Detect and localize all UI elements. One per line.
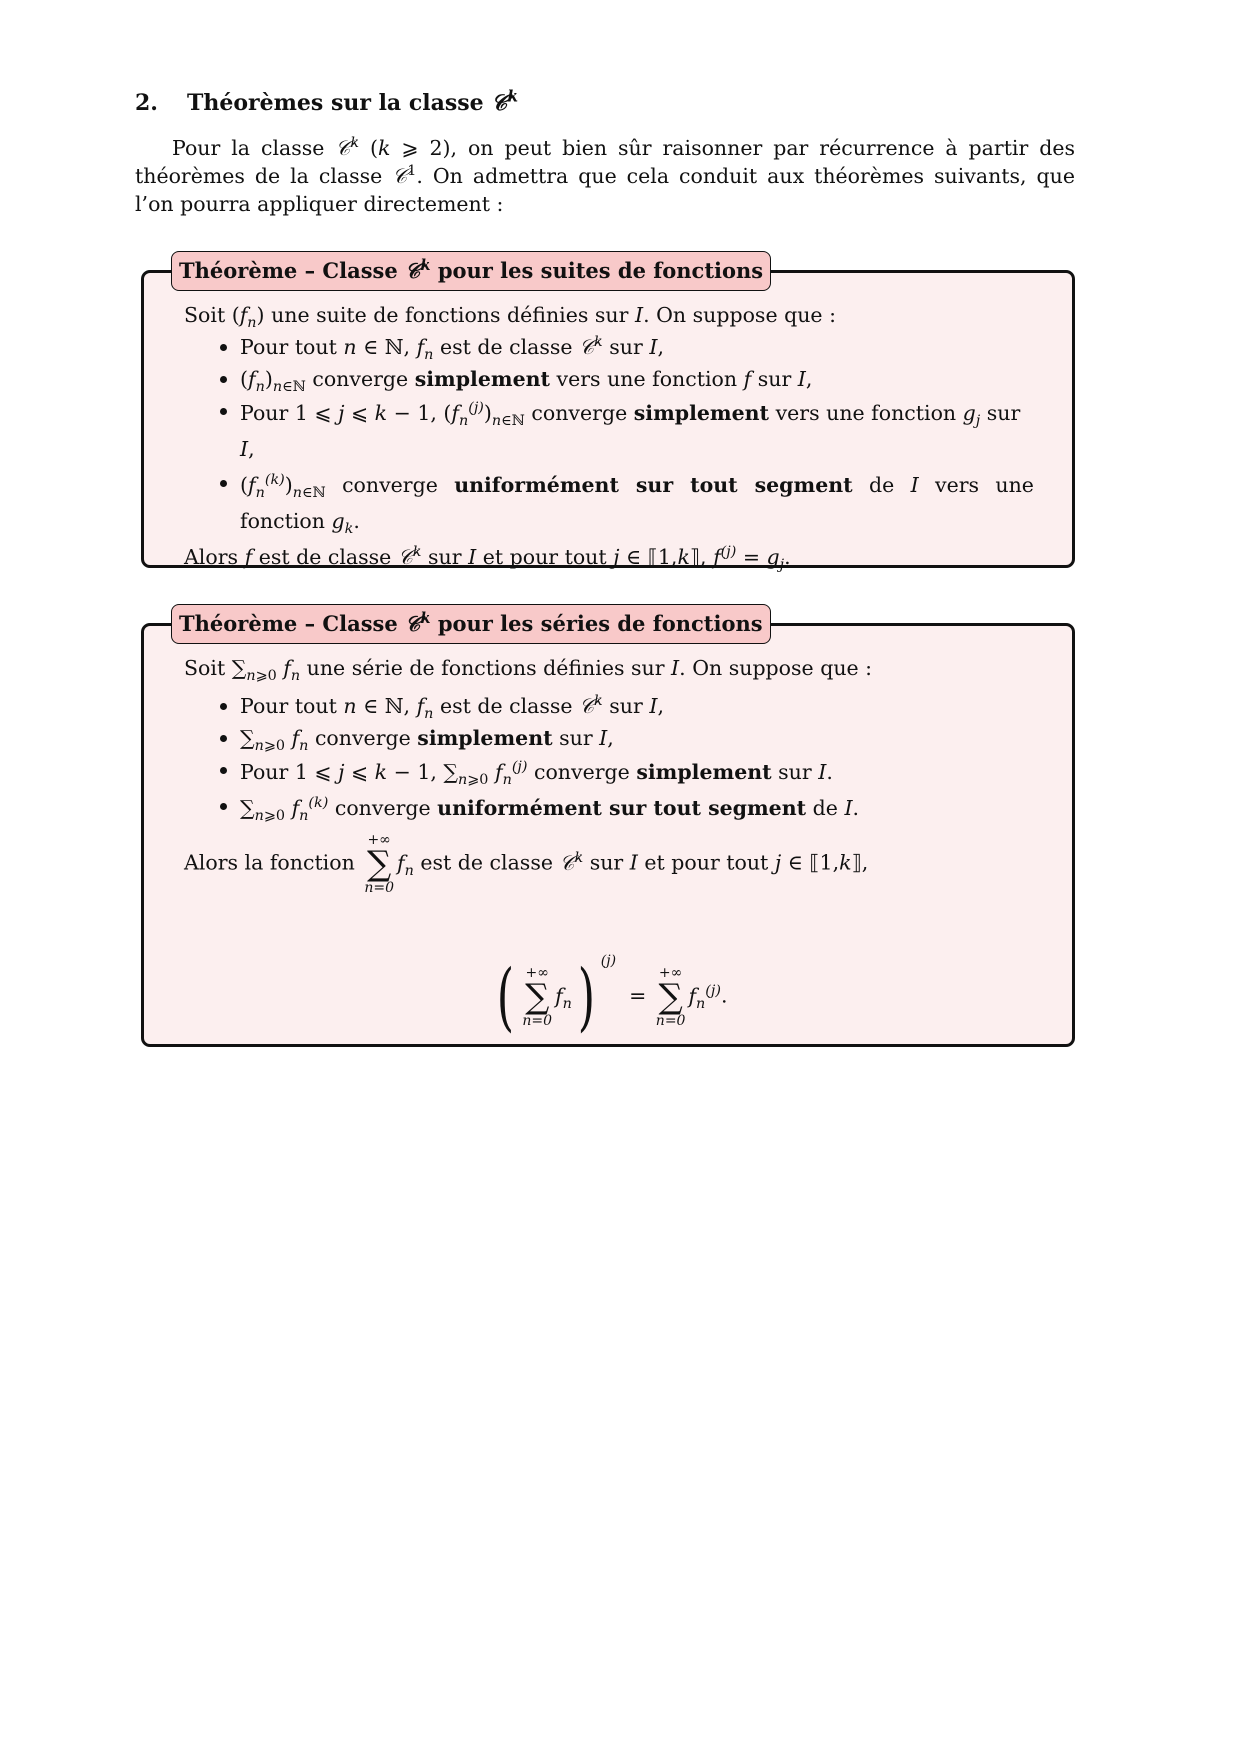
section-number: 2. xyxy=(135,90,158,116)
list-item: Pour 1 ⩽ j ⩽ k − 1, $\sum_{n⩾0}$ $f_n^{(j)}$ converge simplement sur I. xyxy=(184,754,1034,790)
theorem-box-suites xyxy=(141,257,1075,574)
theorem-box-series xyxy=(141,610,1075,1047)
list-item: $\sum_{n⩾0}$ $f_n^{(k)}$ converge uniformément sur tout segment de I. xyxy=(184,790,1034,826)
list-item: $(f_n)_{n\in ℕ}$ converge simplement vers une fonction f sur I, xyxy=(184,363,1034,395)
theorem-conclusion: Alors la fonction +∞ ∑ n=0 $f_n$ est de classe 𝒞$^k$ sur I et pour tout j ∈ ⟦1,k⟧, xyxy=(184,832,869,896)
list-item: Pour tout n ∈ ℕ, $f_n$ est de classe 𝒞$^k$ sur I, xyxy=(184,690,1034,722)
list-item: $\sum_{n⩾0}$ $f_n$ converge simplement sur I, xyxy=(184,722,1034,754)
theorem-title-suites: Théorème – Classe 𝒞$^k$ pour les suites de fonctions xyxy=(171,251,771,291)
theorem-title-series: Théorème – Classe 𝒞$^k$ pour les séries de fonctions xyxy=(171,604,771,644)
theorem-conclusion: Alors f est de classe 𝒞$^k$ sur I et pour tout j ∈ ⟦1,k⟧, $f^{(j)} = g_j$. xyxy=(184,544,791,574)
theorem-intro-line: Soit $(f_n)$ une suite de fonctions définies sur I. On suppose que : xyxy=(184,303,836,332)
theorem-intro-line: Soit $\sum_{n⩾0}$ $f_n$ une série de fonctions définies sur I. On suppose que : xyxy=(184,656,873,685)
hypotheses-list xyxy=(184,690,1034,826)
theorem-content-suites xyxy=(184,299,1034,573)
section-heading: 2. Théorèmes sur la classe 𝒞$^k$ xyxy=(135,87,519,116)
display-equation: ( +∞ ∑ n=0 $f_n$) $^{(j)}$ = +∞ ∑ n=0 $f_n^{(j)}$. xyxy=(496,952,728,1040)
intro-paragraph: Pour la classe 𝒞$^k$ (k ⩾ 2), on peut bien sûr raisonner par récurrence à partir des théorèmes de la classe 𝒞$^1$. On admettra que cela conduit aux théorèmes suivants, que l’on pourra appliquer directement : xyxy=(135,135,1076,216)
section-title: Théorèmes sur la classe xyxy=(187,90,484,116)
list-item: Pour tout n ∈ ℕ, $f_n$ est de classe 𝒞$^k$ sur I, xyxy=(184,331,1034,363)
list-item: Pour 1 ⩽ j ⩽ k − 1, $(f_n^{(j)})_{n\in ℕ}$ converge simplement vers une fonction $g_j$ sur I, xyxy=(184,395,1034,467)
list-item: $(f_n^{(k)})_{n\in ℕ}$ converge uniformément sur tout segment de I vers une fonction $g_k$. xyxy=(184,467,1034,539)
theorem-content-series xyxy=(184,652,1034,1040)
hypotheses-list xyxy=(184,331,1034,539)
